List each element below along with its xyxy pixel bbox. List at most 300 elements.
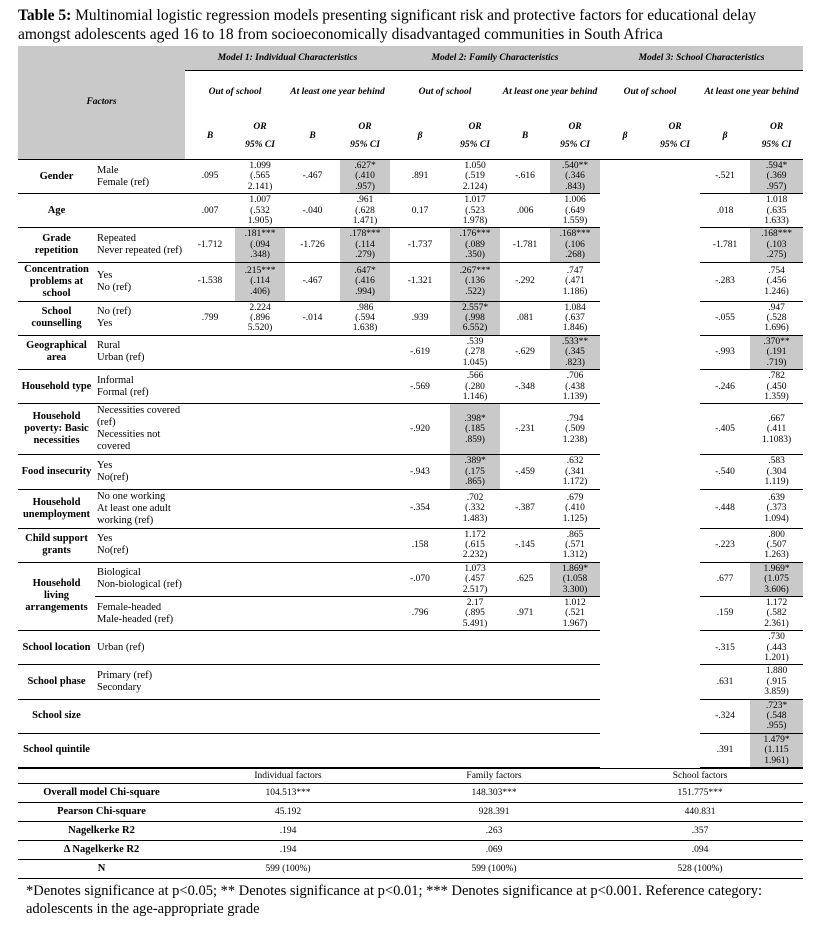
odds-ratio-ci: .639 (.373 1.094) xyxy=(750,489,803,528)
odds-ratio-ci xyxy=(235,528,285,562)
coefficient: .158 xyxy=(390,528,450,562)
odds-ratio-ci: .794 (.509 1.238) xyxy=(550,404,600,455)
coefficient xyxy=(185,335,235,369)
regression-table xyxy=(18,46,803,768)
coefficient: -.246 xyxy=(700,370,750,404)
table-row xyxy=(18,733,803,767)
odds-ratio-ci xyxy=(340,631,390,665)
odds-ratio-ci xyxy=(550,733,600,767)
odds-ratio-ci: .533** (.345 .823) xyxy=(550,335,600,369)
odds-ratio-ci: 1.869* (1.058 3.300) xyxy=(550,562,600,596)
model-fit-summary xyxy=(18,768,803,879)
factor-levels xyxy=(95,699,185,733)
coefficient xyxy=(285,596,340,630)
coefficient: -.014 xyxy=(285,301,340,335)
coefficient: -1.321 xyxy=(390,262,450,301)
coefficient xyxy=(390,699,450,733)
factor-name: School phase xyxy=(18,665,95,699)
odds-ratio-ci: .986 (.594 1.638) xyxy=(340,301,390,335)
coefficient xyxy=(285,489,340,528)
coefficient: -.055 xyxy=(700,301,750,335)
odds-ratio-ci xyxy=(650,665,700,699)
odds-ratio-ci: .181*** (.094 .348) xyxy=(235,228,285,262)
odds-ratio-ci xyxy=(235,699,285,733)
odds-ratio-ci: 1.172 (.582 2.361) xyxy=(750,596,803,630)
factor-levels: Rural Urban (ref) xyxy=(95,335,185,369)
coefficient xyxy=(600,455,650,489)
table-row xyxy=(18,665,803,699)
coefficient: -.448 xyxy=(700,489,750,528)
factor-name: Grade repetition xyxy=(18,228,95,262)
odds-ratio-ci xyxy=(650,404,700,455)
coefficient: -.467 xyxy=(285,262,340,301)
summary-value: .094 xyxy=(597,841,803,860)
odds-ratio-ci: .583 (.304 1.119) xyxy=(750,455,803,489)
odds-ratio-ci xyxy=(340,733,390,767)
or-label: OR xyxy=(468,121,482,132)
factor-name: Child support grants xyxy=(18,528,95,562)
or-ci-header xyxy=(750,113,803,160)
odds-ratio-ci xyxy=(450,733,500,767)
coefficient xyxy=(285,665,340,699)
coefficient xyxy=(500,699,550,733)
coefficient: .891 xyxy=(390,160,450,194)
factor-name: School quintile xyxy=(18,733,95,767)
coefficient: -.540 xyxy=(700,455,750,489)
coefficient xyxy=(285,562,340,596)
factor-name: Age xyxy=(18,194,95,228)
table-footnote: *Denotes significance at p<0.05; ** Denotes significance at p<0.01; *** Denotes significance at p<0.001. Reference category: adolescents in the age-appropriate grade xyxy=(26,883,763,918)
coefficient xyxy=(185,733,235,767)
odds-ratio-ci: .594* (.369 .957) xyxy=(750,160,803,194)
odds-ratio-ci xyxy=(650,335,700,369)
factor-levels: Informal Formal (ref) xyxy=(95,370,185,404)
odds-ratio-ci xyxy=(235,335,285,369)
coefficient: -.920 xyxy=(390,404,450,455)
odds-ratio-ci xyxy=(235,733,285,767)
summary-column-header: School factors xyxy=(597,769,803,784)
odds-ratio-ci xyxy=(340,562,390,596)
coefficient: -1.737 xyxy=(390,228,450,262)
odds-ratio-ci: .723* (.548 .955) xyxy=(750,699,803,733)
odds-ratio-ci: .566 (.280 1.146) xyxy=(450,370,500,404)
or-ci-header xyxy=(550,113,600,160)
odds-ratio-ci: .370** (.191 .719) xyxy=(750,335,803,369)
table-row xyxy=(18,262,803,301)
factor-name: Geographical area xyxy=(18,335,95,369)
odds-ratio-ci: .168*** (.103 .275) xyxy=(750,228,803,262)
coefficient: -.324 xyxy=(700,699,750,733)
outcome-year-behind: At least one year behind xyxy=(502,86,598,97)
coefficient xyxy=(390,631,450,665)
odds-ratio-ci xyxy=(235,404,285,455)
summary-value: 148.303*** xyxy=(391,784,597,803)
table-row xyxy=(18,194,803,228)
coefficient: -.354 xyxy=(390,489,450,528)
factor-levels: Necessities covered (ref) Necessities not covered xyxy=(95,404,185,455)
blank-cell xyxy=(18,769,185,784)
odds-ratio-ci xyxy=(340,404,390,455)
odds-ratio-ci xyxy=(650,733,700,767)
odds-ratio-ci: 1.073 (.457 2.517) xyxy=(450,562,500,596)
factor-levels: Female-headed Male-headed (ref) xyxy=(95,596,185,630)
odds-ratio-ci xyxy=(650,194,700,228)
coefficient xyxy=(185,699,235,733)
coefficient xyxy=(500,733,550,767)
factor-name: Food insecurity xyxy=(18,455,95,489)
table-row xyxy=(18,699,803,733)
coefficient xyxy=(285,528,340,562)
odds-ratio-ci: .800 (.507 1.263) xyxy=(750,528,803,562)
coefficient xyxy=(600,160,650,194)
coefficient: -1.781 xyxy=(500,228,550,262)
odds-ratio-ci xyxy=(650,301,700,335)
odds-ratio-ci: .961 (.628 1.471) xyxy=(340,194,390,228)
or-ci-header xyxy=(450,113,500,160)
odds-ratio-ci: 1.880 (.915 3.859) xyxy=(750,665,803,699)
coefficient xyxy=(390,665,450,699)
coefficient: .971 xyxy=(500,596,550,630)
coefficient: -.040 xyxy=(285,194,340,228)
odds-ratio-ci xyxy=(340,489,390,528)
factor-name: Gender xyxy=(18,160,95,194)
odds-ratio-ci xyxy=(340,335,390,369)
odds-ratio-ci: .215*** (.114 .406) xyxy=(235,262,285,301)
odds-ratio-ci xyxy=(650,455,700,489)
odds-ratio-ci: .389* (.175 .865) xyxy=(450,455,500,489)
odds-ratio-ci: .267*** (.136 .522) xyxy=(450,262,500,301)
coefficient xyxy=(185,596,235,630)
odds-ratio-ci: .865 (.571 1.312) xyxy=(550,528,600,562)
coefficient: -1.538 xyxy=(185,262,235,301)
coefficient: -.521 xyxy=(700,160,750,194)
coefficient xyxy=(600,631,650,665)
odds-ratio-ci: 1.006 (.649 1.559) xyxy=(550,194,600,228)
factor-levels: Biological Non-biological (ref) xyxy=(95,562,185,596)
coefficient: -.629 xyxy=(500,335,550,369)
summary-value: .194 xyxy=(185,822,391,841)
odds-ratio-ci xyxy=(650,262,700,301)
coefficient xyxy=(600,301,650,335)
coefficient: -.459 xyxy=(500,455,550,489)
odds-ratio-ci: 1.479* (1.115 1.961) xyxy=(750,733,803,767)
summary-column-header: Individual factors xyxy=(185,769,391,784)
coef-header: β xyxy=(600,113,650,160)
odds-ratio-ci xyxy=(550,631,600,665)
odds-ratio-ci: .398* (.185 .859) xyxy=(450,404,500,455)
or-label: OR xyxy=(568,121,582,132)
summary-label: Nagelkerke R2 xyxy=(18,822,185,841)
odds-ratio-ci xyxy=(650,370,700,404)
coefficient xyxy=(600,228,650,262)
factor-levels: Primary (ref) Secondary xyxy=(95,665,185,699)
table-row xyxy=(18,335,803,369)
odds-ratio-ci xyxy=(340,455,390,489)
coefficient xyxy=(285,455,340,489)
coefficient: .391 xyxy=(700,733,750,767)
coef-header: B xyxy=(500,113,550,160)
odds-ratio-ci: 1.084 (.637 1.846) xyxy=(550,301,600,335)
summary-row xyxy=(18,860,803,879)
coefficient: -.943 xyxy=(390,455,450,489)
odds-ratio-ci xyxy=(340,699,390,733)
odds-ratio-ci: 2.224 (.896 5.520) xyxy=(235,301,285,335)
odds-ratio-ci: .168*** (.106 .268) xyxy=(550,228,600,262)
odds-ratio-ci xyxy=(650,228,700,262)
summary-row xyxy=(18,822,803,841)
coefficient: -.348 xyxy=(500,370,550,404)
coefficient xyxy=(500,631,550,665)
coefficient: -.145 xyxy=(500,528,550,562)
table-row xyxy=(18,228,803,262)
ci-label: 95% CI xyxy=(761,140,792,150)
odds-ratio-ci: .706 (.438 1.139) xyxy=(550,370,600,404)
odds-ratio-ci: 1.017 (.523 1.978) xyxy=(450,194,500,228)
factor-name: Household living arrangements xyxy=(18,562,95,630)
model-1-header: Model 1: Individual Characteristics xyxy=(185,46,390,71)
factor-name: Household type xyxy=(18,370,95,404)
odds-ratio-ci: .632 (.341 1.172) xyxy=(550,455,600,489)
summary-row xyxy=(18,841,803,860)
coefficient xyxy=(285,733,340,767)
table-row xyxy=(18,562,803,596)
summary-value: .357 xyxy=(597,822,803,841)
summary-value: 104.513*** xyxy=(185,784,391,803)
odds-ratio-ci: .647* (.416 .994) xyxy=(340,262,390,301)
factor-name: School counselling xyxy=(18,301,95,335)
odds-ratio-ci: 1.172 (.615 2.232) xyxy=(450,528,500,562)
summary-label: Overall model Chi-square xyxy=(18,784,185,803)
coefficient: .799 xyxy=(185,301,235,335)
odds-ratio-ci xyxy=(450,665,500,699)
coefficient: -.405 xyxy=(700,404,750,455)
ci-label: 95% CI xyxy=(560,140,590,150)
table-row xyxy=(18,528,803,562)
coefficient xyxy=(185,665,235,699)
coefficient xyxy=(185,528,235,562)
odds-ratio-ci xyxy=(650,699,700,733)
coefficient xyxy=(600,370,650,404)
or-ci-header xyxy=(340,113,390,160)
coefficient xyxy=(390,733,450,767)
coefficient: .095 xyxy=(185,160,235,194)
odds-ratio-ci xyxy=(340,528,390,562)
coefficient xyxy=(285,699,340,733)
odds-ratio-ci: .754 (.456 1.246) xyxy=(750,262,803,301)
odds-ratio-ci xyxy=(340,370,390,404)
odds-ratio-ci: 1.099 (.565 2.141) xyxy=(235,160,285,194)
coefficient xyxy=(600,262,650,301)
odds-ratio-ci xyxy=(650,631,700,665)
table-row xyxy=(18,301,803,335)
odds-ratio-ci: 1.050 (.519 2.124) xyxy=(450,160,500,194)
summary-value: 599 (100%) xyxy=(391,860,597,879)
coefficient: -.283 xyxy=(700,262,750,301)
coefficient: -1.726 xyxy=(285,228,340,262)
coefficient xyxy=(600,489,650,528)
table-title: Multinomial logistic regression models presenting significant risk and protective factors for educational delay amongst adolescents aged 16 to 18 from socioeconomically disadvantaged communities in South Africa xyxy=(18,7,757,43)
coefficient: -.387 xyxy=(500,489,550,528)
table-row xyxy=(18,455,803,489)
coefficient: .939 xyxy=(390,301,450,335)
odds-ratio-ci xyxy=(650,160,700,194)
factor-name: School size xyxy=(18,699,95,733)
coef-header: β xyxy=(700,113,750,160)
odds-ratio-ci xyxy=(650,528,700,562)
coefficient xyxy=(285,335,340,369)
summary-row xyxy=(18,803,803,822)
coefficient: -.070 xyxy=(390,562,450,596)
summary-column-header: Family factors xyxy=(391,769,597,784)
coefficient xyxy=(185,631,235,665)
odds-ratio-ci: .730 (.443 1.201) xyxy=(750,631,803,665)
outcome-out-of-school: Out of school xyxy=(208,86,262,97)
coefficient: -.616 xyxy=(500,160,550,194)
or-label: OR xyxy=(769,121,784,132)
factor-levels xyxy=(95,733,185,767)
factor-levels: Yes No(ref) xyxy=(95,528,185,562)
outcome-out-of-school: Out of school xyxy=(623,86,677,97)
coefficient: .081 xyxy=(500,301,550,335)
coefficient: -1.781 xyxy=(700,228,750,262)
odds-ratio-ci xyxy=(235,489,285,528)
odds-ratio-ci: 1.969* (1.075 3.606) xyxy=(750,562,803,596)
ci-label: 95% CI xyxy=(460,140,490,150)
coefficient xyxy=(600,194,650,228)
factor-name: School location xyxy=(18,631,95,665)
odds-ratio-ci xyxy=(550,699,600,733)
summary-value: .194 xyxy=(185,841,391,860)
odds-ratio-ci: .782 (.450 1.359) xyxy=(750,370,803,404)
summary-value: 45.192 xyxy=(185,803,391,822)
coefficient xyxy=(600,528,650,562)
odds-ratio-ci: .540** (.346 .843) xyxy=(550,160,600,194)
summary-value: 440.831 xyxy=(597,803,803,822)
odds-ratio-ci xyxy=(650,596,700,630)
coefficient: -1.712 xyxy=(185,228,235,262)
coef-header: B xyxy=(285,113,340,160)
table-caption xyxy=(18,6,808,44)
coefficient: -.292 xyxy=(500,262,550,301)
table-row xyxy=(18,404,803,455)
factor-name: Household unemployment xyxy=(18,489,95,528)
coefficient: -.993 xyxy=(700,335,750,369)
coefficient xyxy=(600,596,650,630)
coefficient xyxy=(600,404,650,455)
factor-levels xyxy=(95,194,185,228)
summary-value: 528 (100%) xyxy=(597,860,803,879)
summary-value: .069 xyxy=(391,841,597,860)
coefficient xyxy=(285,404,340,455)
odds-ratio-ci xyxy=(550,665,600,699)
summary-label: Δ Nagelkerke R2 xyxy=(18,841,185,860)
coefficient xyxy=(500,665,550,699)
odds-ratio-ci: .627* (.410 .957) xyxy=(340,160,390,194)
or-label: OR xyxy=(358,121,372,132)
coefficient xyxy=(600,562,650,596)
odds-ratio-ci xyxy=(340,596,390,630)
coefficient xyxy=(185,562,235,596)
coefficient xyxy=(185,489,235,528)
odds-ratio-ci: .178*** (.114 .279) xyxy=(340,228,390,262)
coefficient xyxy=(185,370,235,404)
model-2-header: Model 2: Family Characteristics xyxy=(390,46,600,71)
odds-ratio-ci xyxy=(235,562,285,596)
or-ci-header xyxy=(650,113,700,160)
factor-levels: No (ref) Yes xyxy=(95,301,185,335)
odds-ratio-ci: .667 (.411 1.1083) xyxy=(750,404,803,455)
factor-levels: Yes No (ref) xyxy=(95,262,185,301)
odds-ratio-ci: .947 (.528 1.696) xyxy=(750,301,803,335)
odds-ratio-ci xyxy=(235,596,285,630)
coef-header: B xyxy=(185,113,235,160)
coefficient: -.315 xyxy=(700,631,750,665)
summary-label: N xyxy=(18,860,185,879)
coefficient xyxy=(285,370,340,404)
summary-value: 928.391 xyxy=(391,803,597,822)
coefficient: .631 xyxy=(700,665,750,699)
factor-levels: Repeated Never repeated (ref) xyxy=(95,228,185,262)
outcome-year-behind: At least one year behind xyxy=(704,86,799,97)
coefficient xyxy=(600,665,650,699)
odds-ratio-ci: .679 (.410 1.125) xyxy=(550,489,600,528)
coefficient: .006 xyxy=(500,194,550,228)
factor-levels: No one working At least one adult working (ref) xyxy=(95,489,185,528)
odds-ratio-ci: 1.018 (.635 1.633) xyxy=(750,194,803,228)
coefficient: .018 xyxy=(700,194,750,228)
coefficient: -.223 xyxy=(700,528,750,562)
odds-ratio-ci: 1.012 (.521 1.967) xyxy=(550,596,600,630)
odds-ratio-ci xyxy=(235,665,285,699)
factor-name: Household poverty: Basic necessities xyxy=(18,404,95,455)
coefficient: -.619 xyxy=(390,335,450,369)
summary-label: Pearson Chi-square xyxy=(18,803,185,822)
outcome-year-behind: At least one year behind xyxy=(290,86,385,97)
ci-label: 95% CI xyxy=(350,140,380,150)
coefficient: .625 xyxy=(500,562,550,596)
odds-ratio-ci xyxy=(235,455,285,489)
coefficient: -.467 xyxy=(285,160,340,194)
outcome-out-of-school: Out of school xyxy=(418,86,472,97)
coefficient xyxy=(285,631,340,665)
odds-ratio-ci xyxy=(650,489,700,528)
coefficient: 0.17 xyxy=(390,194,450,228)
factor-levels: Urban (ref) xyxy=(95,631,185,665)
odds-ratio-ci xyxy=(340,665,390,699)
summary-value: 151.775*** xyxy=(597,784,803,803)
factor-levels: Male Female (ref) xyxy=(95,160,185,194)
coefficient: .796 xyxy=(390,596,450,630)
summary-value: .263 xyxy=(391,822,597,841)
factors-header: Factors xyxy=(18,46,185,160)
coefficient: .159 xyxy=(700,596,750,630)
ci-label: 95% CI xyxy=(660,140,690,150)
coefficient xyxy=(185,455,235,489)
table-number: Table 5: xyxy=(18,7,72,24)
summary-header-row xyxy=(18,769,803,784)
coef-header: β xyxy=(390,113,450,160)
odds-ratio-ci: .747 (.471 1.186) xyxy=(550,262,600,301)
odds-ratio-ci xyxy=(450,631,500,665)
summary-row xyxy=(18,784,803,803)
odds-ratio-ci: 2.557* (.998 6.552) xyxy=(450,301,500,335)
coefficient: .677 xyxy=(700,562,750,596)
table-row xyxy=(18,160,803,194)
odds-ratio-ci: 1.007 (.532 1.905) xyxy=(235,194,285,228)
odds-ratio-ci xyxy=(235,370,285,404)
table-row xyxy=(18,596,803,630)
odds-ratio-ci xyxy=(650,562,700,596)
